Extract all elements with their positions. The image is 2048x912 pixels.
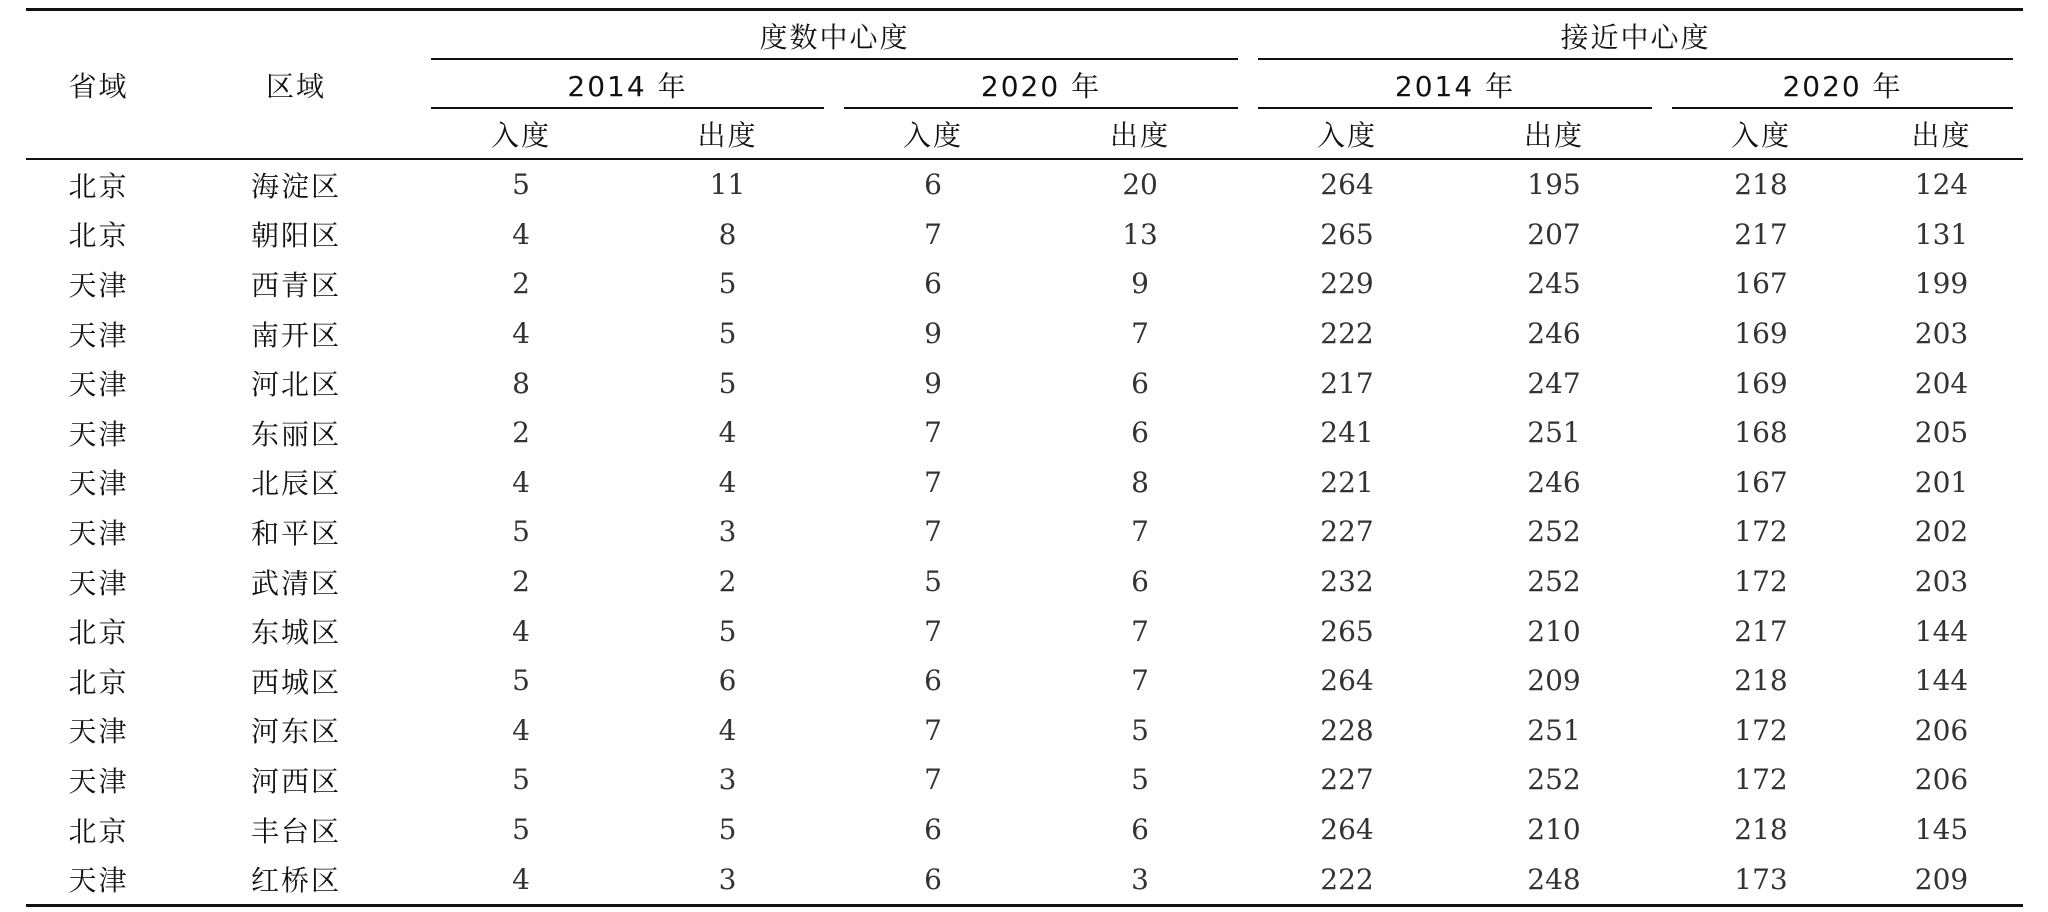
cell-value: 6 <box>924 862 942 896</box>
cell-value: 206 <box>1914 713 1969 747</box>
cell-value: 5 <box>718 813 737 847</box>
cell-value: 124 <box>1914 168 1969 202</box>
table-row <box>26 557 2023 607</box>
table-body <box>26 159 2023 905</box>
cell-value: 5 <box>512 168 530 202</box>
table-row <box>26 408 2023 458</box>
cell-value: 6 <box>1131 366 1149 400</box>
cell-value: 6 <box>1131 416 1149 450</box>
cell-value: 167 <box>1734 465 1788 499</box>
cell-value: 7 <box>924 614 942 648</box>
cell-value: 228 <box>1320 713 1374 747</box>
cell-value: 4 <box>512 465 530 499</box>
cell-province: 天津 <box>68 318 129 352</box>
cell-value: 203 <box>1914 565 1969 599</box>
cell-value: 241 <box>1320 416 1374 450</box>
cell-district: 西城区 <box>250 665 341 699</box>
cell-value: 3 <box>1131 862 1149 896</box>
cell-value: 210 <box>1527 614 1581 648</box>
header-closeness-2020: 2020 年 <box>1662 60 2023 109</box>
cell-province: 天津 <box>68 368 129 402</box>
cell-value: 6 <box>924 813 942 847</box>
cell-value: 3 <box>718 515 737 549</box>
cell-value: 252 <box>1527 515 1581 549</box>
cell-province: 北京 <box>68 169 129 203</box>
cell-value: 5 <box>718 317 737 351</box>
cell-value: 232 <box>1320 565 1374 599</box>
cell-value: 8 <box>718 217 737 251</box>
table-row <box>26 259 2023 309</box>
cell-value: 6 <box>924 267 942 301</box>
cell-value: 4 <box>512 317 530 351</box>
table-row <box>26 854 2023 905</box>
cell-value: 205 <box>1914 416 1969 450</box>
cell-value: 7 <box>1131 614 1149 648</box>
header-out-degree: 出度 <box>1110 118 1171 152</box>
cell-district: 北辰区 <box>250 467 341 501</box>
cell-value: 5 <box>718 366 737 400</box>
cell-value: 4 <box>718 713 737 747</box>
cell-value: 264 <box>1320 664 1374 698</box>
cell-value: 4 <box>718 416 737 450</box>
cell-value: 5 <box>1131 713 1149 747</box>
cell-value: 7 <box>924 416 942 450</box>
cell-value: 265 <box>1320 614 1374 648</box>
table-row <box>26 210 2023 260</box>
cell-value: 217 <box>1734 614 1788 648</box>
cell-value: 246 <box>1527 317 1581 351</box>
cell-value: 131 <box>1914 217 1969 251</box>
cell-district: 红桥区 <box>250 864 341 898</box>
cell-value: 7 <box>924 465 942 499</box>
cell-value: 5 <box>1131 763 1149 797</box>
cell-value: 4 <box>512 862 530 896</box>
cell-value: 2 <box>512 565 530 599</box>
cell-value: 199 <box>1914 267 1969 301</box>
header-out-degree: 出度 <box>1524 118 1585 152</box>
cell-value: 4 <box>512 614 530 648</box>
cell-value: 8 <box>512 366 530 400</box>
cell-value: 207 <box>1527 217 1581 251</box>
cell-value: 7 <box>924 713 942 747</box>
cell-value: 167 <box>1734 267 1788 301</box>
cell-value: 5 <box>512 664 530 698</box>
cell-value: 217 <box>1320 366 1374 400</box>
header-closeness-centrality: 接近中心度 <box>1248 10 2023 61</box>
header-province: 省域 <box>68 69 129 103</box>
table-row <box>26 309 2023 359</box>
cell-value: 7 <box>1131 664 1149 698</box>
cell-value: 2 <box>512 267 530 301</box>
cell-value: 264 <box>1320 813 1374 847</box>
cell-value: 204 <box>1914 366 1969 400</box>
cell-value: 218 <box>1734 813 1788 847</box>
cell-value: 7 <box>1131 515 1149 549</box>
cell-value: 209 <box>1914 862 1969 896</box>
cell-province: 天津 <box>68 516 129 550</box>
cell-province: 北京 <box>68 616 129 650</box>
cell-value: 2 <box>512 416 530 450</box>
header-in-degree: 入度 <box>1317 118 1378 152</box>
cell-value: 5 <box>718 614 737 648</box>
cell-value: 7 <box>924 515 942 549</box>
header-closeness-2014: 2014 年 <box>1248 60 1662 109</box>
cell-value: 4 <box>512 217 530 251</box>
cell-value: 168 <box>1734 416 1788 450</box>
cell-value: 8 <box>1131 465 1149 499</box>
table-row <box>26 358 2023 408</box>
cell-province: 天津 <box>68 715 129 749</box>
cell-value: 3 <box>718 862 737 896</box>
header-degree-2014: 2014 年 <box>421 60 834 109</box>
cell-value: 217 <box>1734 217 1788 251</box>
cell-province: 天津 <box>68 467 129 501</box>
header-out-degree: 出度 <box>1911 118 1972 152</box>
cell-district: 南开区 <box>250 318 341 352</box>
cell-district: 东丽区 <box>250 417 341 451</box>
cell-district: 丰台区 <box>250 814 341 848</box>
cell-value: 218 <box>1734 168 1788 202</box>
table-row <box>26 507 2023 557</box>
cell-value: 6 <box>924 168 942 202</box>
cell-value: 3 <box>718 763 737 797</box>
table-header <box>26 10 2023 160</box>
cell-value: 11 <box>709 168 746 202</box>
cell-value: 13 <box>1122 217 1158 251</box>
header-district: 区域 <box>265 69 326 103</box>
header-row-1 <box>26 10 2023 61</box>
table-row <box>26 706 2023 756</box>
cell-district: 河北区 <box>250 368 341 402</box>
cell-value: 144 <box>1914 614 1969 648</box>
cell-value: 7 <box>924 217 942 251</box>
table-row <box>26 458 2023 508</box>
cell-value: 169 <box>1734 317 1788 351</box>
cell-value: 7 <box>924 763 942 797</box>
cell-value: 173 <box>1734 862 1788 896</box>
cell-value: 195 <box>1527 168 1581 202</box>
cell-province: 天津 <box>68 764 129 798</box>
cell-value: 145 <box>1914 813 1969 847</box>
cell-district: 西青区 <box>250 268 341 302</box>
cell-value: 172 <box>1734 763 1788 797</box>
cell-value: 206 <box>1914 763 1969 797</box>
cell-value: 5 <box>924 565 942 599</box>
cell-value: 218 <box>1734 664 1788 698</box>
cell-value: 251 <box>1527 416 1581 450</box>
cell-value: 172 <box>1734 565 1788 599</box>
cell-value: 251 <box>1527 713 1581 747</box>
cell-value: 6 <box>718 664 737 698</box>
cell-province: 北京 <box>68 219 129 253</box>
cell-province: 天津 <box>68 417 129 451</box>
cell-value: 229 <box>1320 267 1374 301</box>
cell-value: 252 <box>1527 763 1581 797</box>
cell-district: 河东区 <box>250 715 341 749</box>
cell-province: 北京 <box>68 665 129 699</box>
header-in-degree: 入度 <box>490 118 551 152</box>
cell-value: 172 <box>1734 713 1788 747</box>
header-degree-2020: 2020 年 <box>834 60 1248 109</box>
cell-value: 221 <box>1320 465 1374 499</box>
cell-value: 6 <box>1131 813 1149 847</box>
cell-value: 5 <box>512 763 530 797</box>
header-in-degree: 入度 <box>1731 118 1792 152</box>
cell-value: 264 <box>1320 168 1374 202</box>
cell-province: 天津 <box>68 864 129 898</box>
cell-province: 北京 <box>68 814 129 848</box>
cell-value: 169 <box>1734 366 1788 400</box>
cell-value: 247 <box>1527 366 1581 400</box>
cell-value: 4 <box>718 465 737 499</box>
header-degree-centrality: 度数中心度 <box>421 10 1248 61</box>
table-row <box>26 606 2023 656</box>
cell-value: 2 <box>718 565 737 599</box>
cell-district: 和平区 <box>250 516 341 550</box>
cell-value: 265 <box>1320 217 1374 251</box>
cell-district: 朝阳区 <box>250 219 341 253</box>
cell-district: 河西区 <box>250 764 341 798</box>
cell-district: 东城区 <box>250 616 341 650</box>
cell-province: 天津 <box>68 566 129 600</box>
table-row <box>26 755 2023 805</box>
cell-value: 252 <box>1527 565 1581 599</box>
cell-value: 248 <box>1527 862 1581 896</box>
cell-value: 5 <box>718 267 737 301</box>
cell-value: 6 <box>924 664 942 698</box>
header-in-degree: 入度 <box>902 118 963 152</box>
cell-value: 144 <box>1914 664 1969 698</box>
cell-value: 6 <box>1131 565 1149 599</box>
cell-value: 9 <box>924 317 942 351</box>
cell-value: 227 <box>1320 515 1374 549</box>
cell-value: 201 <box>1914 465 1969 499</box>
header-out-degree: 出度 <box>697 118 758 152</box>
cell-value: 5 <box>512 515 530 549</box>
cell-value: 5 <box>512 813 530 847</box>
cell-value: 172 <box>1734 515 1788 549</box>
cell-district: 武清区 <box>250 566 341 600</box>
cell-value: 222 <box>1320 862 1374 896</box>
cell-value: 4 <box>512 713 530 747</box>
table-row <box>26 159 2023 210</box>
cell-value: 245 <box>1527 267 1581 301</box>
table-row <box>26 805 2023 855</box>
table-row <box>26 656 2023 706</box>
cell-value: 209 <box>1527 664 1581 698</box>
cell-value: 227 <box>1320 763 1374 797</box>
cell-value: 203 <box>1914 317 1969 351</box>
cell-province: 天津 <box>68 268 129 302</box>
cell-value: 9 <box>1131 267 1149 301</box>
cell-value: 20 <box>1122 168 1158 202</box>
cell-value: 7 <box>1131 317 1149 351</box>
cell-value: 9 <box>924 366 942 400</box>
cell-district: 海淀区 <box>250 169 341 203</box>
cell-value: 202 <box>1914 515 1969 549</box>
cell-value: 210 <box>1527 813 1581 847</box>
cell-value: 246 <box>1527 465 1581 499</box>
centrality-table <box>26 8 2023 907</box>
cell-value: 222 <box>1320 317 1374 351</box>
